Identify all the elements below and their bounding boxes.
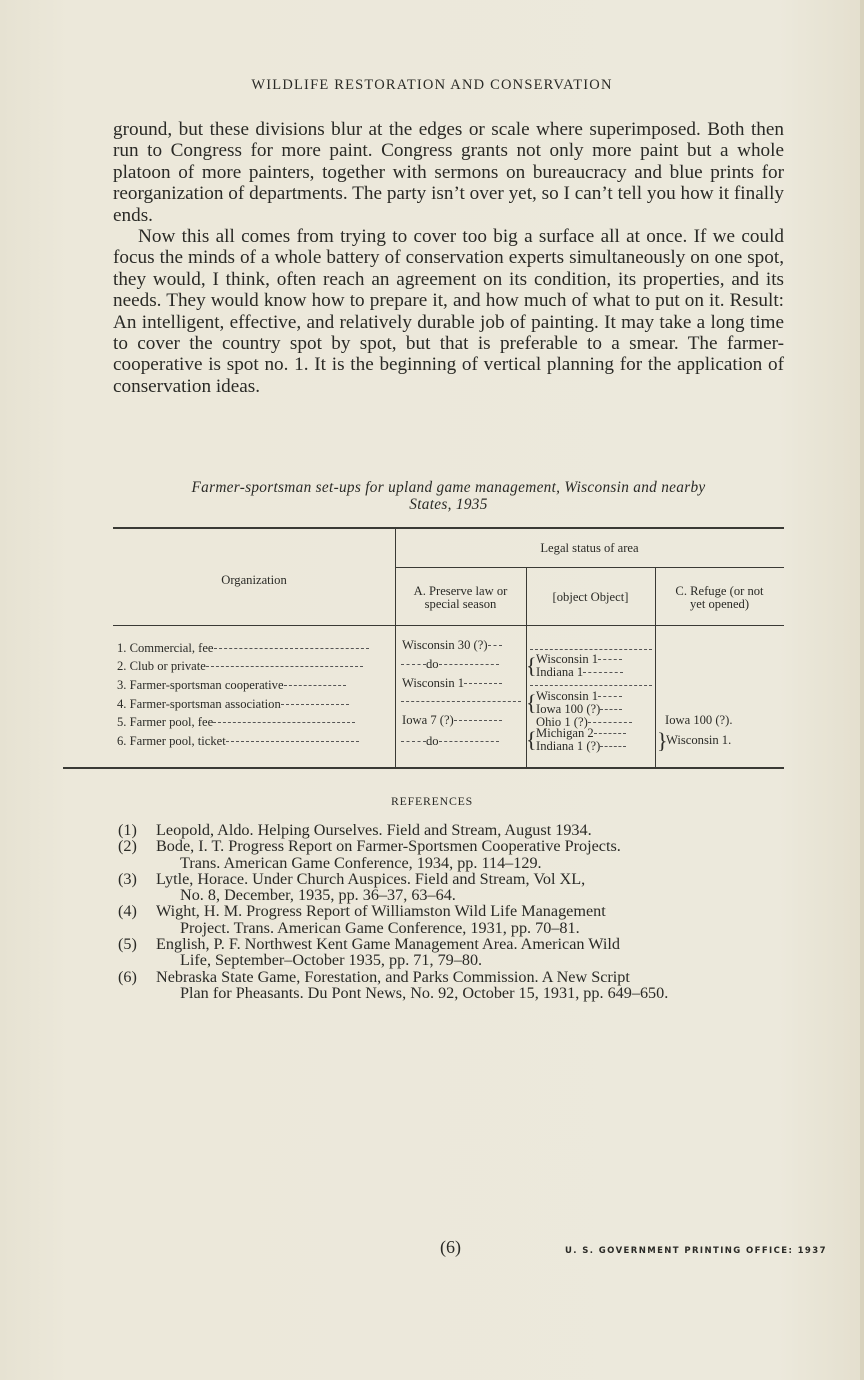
table-top-rule — [113, 527, 784, 529]
running-head: WILDLIFE RESTORATION AND CONSERVATION — [251, 77, 613, 93]
col-b-blank — [530, 685, 652, 686]
organization-header: Organization — [221, 573, 287, 587]
table-caption — [113, 479, 784, 513]
col-b-cell: Iowa 100 (?) — [536, 703, 622, 716]
setups-table — [113, 527, 784, 773]
page-edge — [860, 0, 864, 1380]
table-row: 5. Farmer pool, fee — [117, 716, 355, 729]
brace-glyph: } — [657, 728, 668, 753]
col-b-cell: Michigan 2 — [536, 727, 626, 740]
header-bottom-rule — [113, 625, 784, 626]
legal-status-header: Legal status of area — [540, 541, 639, 555]
table-row: 6. Farmer pool, ticket — [117, 735, 359, 748]
table-row: 1. Commercial, fee — [117, 642, 369, 655]
table-row: 4. Farmer-sportsman association — [117, 698, 349, 711]
col-a-cell: Wisconsin 1 — [402, 677, 502, 690]
col-c-cell: Iowa 100 (?). — [665, 713, 733, 727]
table-bottom-rule — [63, 767, 784, 769]
col-b-cell: Indiana 1 — [536, 666, 623, 679]
col-c-header: C. Refuge (or not yet opened) — [675, 584, 764, 611]
col-a-cell: do — [401, 658, 499, 671]
col-a-blank — [401, 701, 521, 702]
table-row: 3. Farmer-sportsman cooperative — [117, 679, 346, 692]
body-text — [113, 119, 784, 397]
column-divider — [395, 527, 396, 767]
page-number: (6) — [440, 1237, 461, 1257]
caption-line: Farmer-sportsman set-ups for upland game management, Wisconsin and nearby — [191, 479, 706, 496]
references-list — [118, 822, 788, 1001]
col-a-cell: Wisconsin 30 (?) — [402, 639, 502, 652]
printer-imprint: U. S. GOVERNMENT PRINTING OFFICE: 1937 — [565, 1246, 827, 1256]
brace-glyph: { — [526, 653, 537, 678]
col-b-blank — [530, 649, 652, 650]
col-b-cell: Indiana 1 (?) — [536, 740, 626, 753]
col-a-header: A. Preserve law or special season — [413, 584, 508, 611]
paragraph: Now this all comes from trying to cover too big a surface all at once. If we could focus the minds of a whole battery of conservation experts simultaneously on one spot, they would, I think, often reach an agreement on its condition, its properties, and its needs. They would know how to prepare it, and how much of what to put on it. Result: An intelligent, effective, and relatively durable job of painting. It may take a long time to cover the country spot by spot, but that is preferable to a smear. The farmer-cooperative is spot no. 1. It is the beginning of vertical planning for the application of conservation ideas. — [113, 226, 784, 397]
reference-item: (2) Bode, I. T. Progress Report on Farmer-Sportsmen Cooperative Projects. Trans. American Game Conference, 1934, pp. 114–129. — [118, 837, 621, 872]
references-title: REFERENCES — [390, 794, 474, 808]
table-row: 2. Club or private — [117, 660, 363, 673]
reference-item: (3) Lytle, Horace. Under Church Auspices. Field and Stream, Vol XL, No. 8, December, 1935, pp. 36–37, 63–64. — [118, 869, 586, 905]
brace-glyph: { — [526, 690, 537, 715]
legal-status-rule — [395, 567, 784, 568]
col-c-cell: Wisconsin 1. — [666, 733, 732, 747]
col-a-cell: do — [401, 735, 499, 748]
reference-item: (1) Leopold, Aldo. Helping Ourselves. Field and Stream, August 1934. — [118, 821, 592, 839]
col-b-cell: Wisconsin 1 — [536, 653, 622, 666]
col-b-cell: Ohio 1 (?) — [536, 716, 632, 729]
col-a-cell: Iowa 7 (?) — [402, 714, 502, 727]
paragraph: ground, but these divisions blur at the edges or scale where superimposed. Both then run to Congress for more paint. Congress grants not only more paint but a whole platoon of more painters, together with sermons on bureaucracy and blue prints for reorganization of departments. The party isn’t over yet, so I can’t tell you how it finally ends. — [113, 119, 784, 226]
col-b-cell: Wisconsin 1 — [536, 690, 622, 703]
reference-item: (4) Wight, H. M. Progress Report of Williamston Wild Life Management Project. Trans. American Game Conference, 1931, pp. 70–81. — [118, 902, 606, 937]
caption-line: States, 1935 — [409, 496, 488, 513]
reference-item: (6) Nebraska State Game, Forestation, and Parks Commission. A New Script Plan for Pheasants. Du Pont News, No. 92, October 15, 1931, pp. 649–650. — [118, 967, 669, 1002]
brace-glyph: { — [526, 727, 537, 752]
col-b-header: [object Object] — [552, 590, 629, 604]
reference-item: (5) English, P. F. Northwest Kent Game Management Area. American Wild Life, September–October 1935, pp. 71, 79–80. — [118, 935, 620, 970]
